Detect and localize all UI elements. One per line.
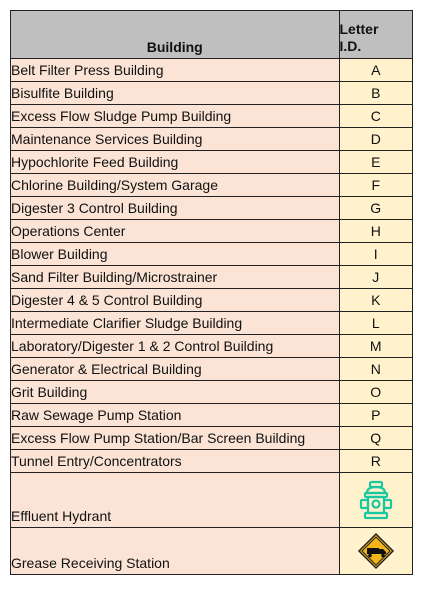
building-letter: A bbox=[339, 59, 413, 82]
letter-header-line2: I.D. bbox=[339, 38, 362, 54]
letter-header-line1: Letter bbox=[339, 21, 379, 37]
building-column-header bbox=[11, 11, 340, 59]
building-letter: I bbox=[339, 243, 413, 266]
building-name: Bisulfite Building bbox=[11, 82, 340, 105]
building-letter: D bbox=[339, 128, 413, 151]
building-legend-table bbox=[10, 10, 413, 575]
table-row bbox=[11, 128, 413, 151]
table-row-effluent-hydrant bbox=[11, 473, 413, 528]
building-name: Excess Flow Sludge Pump Building bbox=[11, 105, 340, 128]
building-name: Sand Filter Building/Microstrainer bbox=[11, 266, 340, 289]
building-name: Laboratory/Digester 1 & 2 Control Building bbox=[11, 335, 340, 358]
building-letter: G bbox=[339, 197, 413, 220]
building-letter: O bbox=[339, 381, 413, 404]
table-row bbox=[11, 358, 413, 381]
table-row bbox=[11, 59, 413, 82]
table-row-grease-receiving bbox=[11, 528, 413, 575]
building-name: Effluent Hydrant bbox=[11, 473, 340, 528]
building-name: Grit Building bbox=[11, 381, 340, 404]
building-name: Hypochlorite Feed Building bbox=[11, 151, 340, 174]
table-row bbox=[11, 220, 413, 243]
building-letter: R bbox=[339, 450, 413, 473]
table-row bbox=[11, 335, 413, 358]
building-letter: Q bbox=[339, 427, 413, 450]
table-row bbox=[11, 381, 413, 404]
building-letter: L bbox=[339, 312, 413, 335]
building-name: Maintenance Services Building bbox=[11, 128, 340, 151]
table-row bbox=[11, 174, 413, 197]
table-row bbox=[11, 197, 413, 220]
building-name: Chlorine Building/System Garage bbox=[11, 174, 340, 197]
header-row bbox=[11, 11, 413, 59]
table-row bbox=[11, 312, 413, 335]
table-row bbox=[11, 151, 413, 174]
table-row bbox=[11, 427, 413, 450]
table-row bbox=[11, 82, 413, 105]
building-name: Operations Center bbox=[11, 220, 340, 243]
building-letter: K bbox=[339, 289, 413, 312]
table-row bbox=[11, 105, 413, 128]
building-name: Grease Receiving Station bbox=[11, 528, 340, 575]
building-letter: J bbox=[339, 266, 413, 289]
building-letter: C bbox=[339, 105, 413, 128]
truck-warning-icon bbox=[357, 532, 395, 570]
building-name: Belt Filter Press Building bbox=[11, 59, 340, 82]
building-letter: N bbox=[339, 358, 413, 381]
table-row bbox=[11, 404, 413, 427]
building-name: Raw Sewage Pump Station bbox=[11, 404, 340, 427]
building-name: Digester 4 & 5 Control Building bbox=[11, 289, 340, 312]
building-letter: P bbox=[339, 404, 413, 427]
table-row bbox=[11, 266, 413, 289]
building-letter: H bbox=[339, 220, 413, 243]
building-name: Generator & Electrical Building bbox=[11, 358, 340, 381]
icon-cell bbox=[339, 473, 413, 528]
building-name: Digester 3 Control Building bbox=[11, 197, 340, 220]
table-row bbox=[11, 289, 413, 312]
table-row bbox=[11, 450, 413, 473]
building-letter: M bbox=[339, 335, 413, 358]
building-letter: F bbox=[339, 174, 413, 197]
building-letter: E bbox=[339, 151, 413, 174]
building-header-label: Building bbox=[146, 39, 203, 55]
table-row bbox=[11, 243, 413, 266]
hydrant-icon bbox=[359, 480, 393, 520]
icon-cell bbox=[339, 528, 413, 575]
building-name: Blower Building bbox=[11, 243, 340, 266]
letter-id-column-header bbox=[339, 11, 413, 59]
building-letter: B bbox=[339, 82, 413, 105]
building-name: Intermediate Clarifier Sludge Building bbox=[11, 312, 340, 335]
building-name: Excess Flow Pump Station/Bar Screen Building bbox=[11, 427, 340, 450]
building-name: Tunnel Entry/Concentrators bbox=[11, 450, 340, 473]
